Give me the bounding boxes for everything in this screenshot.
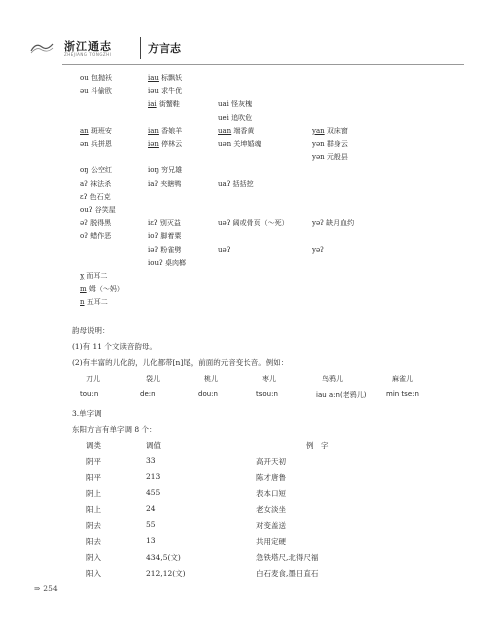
final-entry: əu 斗偷欧 [80, 87, 112, 96]
erhua-word: 刀儿 [86, 375, 100, 383]
tones-cell: 213 [146, 472, 161, 481]
header-divider [140, 37, 141, 59]
final-symbol: iən [148, 140, 159, 148]
page-footer [34, 584, 58, 593]
final-entry: iəʔ 粉雀劈 [148, 245, 182, 254]
tones-cell: 55 [146, 520, 156, 529]
final-entry: yan 双床窗 [312, 126, 348, 135]
final-entry: uaʔ 括括挖 [218, 179, 254, 188]
final-entry: an 斑班安 [80, 126, 112, 135]
tones-cell: 对变盖送 [256, 521, 286, 530]
tones-header-cell: 调值 [146, 441, 161, 450]
erhua-word: 桃儿 [204, 375, 218, 383]
final-entry: oʔ 蜡作恶 [80, 232, 112, 241]
page-header [24, 34, 464, 62]
final-symbol: yan [312, 126, 325, 135]
tones-cell: 阳上 [86, 505, 101, 514]
final-entry: uan 端香黄 [218, 126, 255, 135]
tones-cell: 阳平 [86, 473, 101, 482]
final-entry: yən 元般县 [312, 153, 348, 162]
final-symbol: ɣ [80, 272, 85, 280]
tones-cell: 阴上 [86, 489, 101, 498]
final-symbol: uan [218, 126, 232, 135]
final-entry: əʔ 脱得黑 [80, 219, 112, 228]
final-entry: uei 追吹危 [218, 113, 253, 122]
final-entry: iɛʔ 别灭益 [148, 219, 181, 228]
tones-cell: 白石麦食,墨日直石 [256, 569, 319, 578]
erhua-reading: dou:n [198, 390, 218, 398]
final-entry: yəʔ [312, 245, 324, 254]
erhua-reading: de:n [140, 390, 156, 398]
tones-cell: 212,12(文) [146, 569, 186, 578]
final-entry: ɛʔ 色石克 [80, 192, 111, 201]
tones-cell: 24 [146, 504, 156, 513]
erhua-reading: min tse:n [386, 390, 419, 398]
tones-cell: 阳入 [86, 569, 101, 578]
final-symbol: ian [148, 126, 159, 135]
final-entry: iai 街蟹鞋 [148, 100, 180, 109]
header-rule [62, 64, 464, 65]
final-entry: ian 香娘羊 [148, 126, 183, 135]
tones-cell: 13 [146, 536, 156, 545]
final-symbol: m [80, 285, 87, 294]
tones-cell: 高开天初 [256, 457, 286, 466]
final-symbol: iau [148, 74, 159, 82]
tones-cell: 阳去 [86, 537, 101, 546]
final-entry: iouʔ 桌肉榔 [148, 258, 186, 267]
tones-heading: 3.单字调 [72, 409, 102, 418]
logo-subtitle: ZHEJIANG TONGZHI [64, 52, 112, 57]
final-entry: uai 怪灰槐 [218, 100, 253, 109]
final-symbol: an [80, 126, 89, 135]
section-title: 方言志 [148, 42, 181, 55]
tones-cell: 33 [146, 456, 156, 465]
final-entry: ɣ 而耳二 [80, 272, 108, 280]
final-entry: uən 关坤婚魂 [218, 140, 262, 148]
final-entry: m 姆（～妈） [80, 285, 124, 294]
footer-mark: ⇒ [34, 584, 41, 593]
tones-cell: 阴平 [86, 457, 101, 466]
tones-cell: 434,5(文) [146, 553, 181, 562]
note-2: (2)有丰富的儿化韵，儿化都带[n]尾，前面的元音变长音。例如： [72, 358, 289, 367]
final-entry: ən 兵拼恩 [80, 140, 112, 148]
final-entry: yən 群身云 [312, 140, 348, 148]
tones-intro: 东阳方言有单字调 8 个： [72, 425, 157, 434]
erhua-word: 枣儿 [262, 375, 276, 383]
tones-header-cell: 调类 [86, 441, 101, 450]
final-entry: iau 标飘妖 [148, 74, 183, 82]
tones-cell: 急铁塔尺,北得尺福 [256, 553, 319, 562]
logo-icon [30, 40, 54, 54]
erhua-word: 袋儿 [146, 375, 160, 383]
notes-heading: 韵母说明： [72, 326, 110, 335]
final-entry: n 五耳二 [80, 298, 108, 307]
tones-cell: 老女淡坐 [256, 505, 286, 514]
final-entry: aʔ 袜法杀 [80, 179, 112, 188]
tones-cell: 阴入 [86, 553, 101, 562]
final-symbol: n [80, 298, 85, 307]
final-entry: ou 包抛袄 [80, 74, 112, 82]
erhua-word: 麻雀儿 [392, 375, 413, 383]
final-entry: uəʔ [218, 245, 231, 254]
final-entry: iəu 求牛优 [148, 87, 183, 96]
logo-title: 浙江通志 [64, 40, 112, 53]
tones-header-cell: 例 字 [306, 441, 329, 450]
final-symbol: iai [148, 100, 157, 109]
tones-cell: 共用定硬 [256, 537, 286, 546]
erhua-reading: iau a:n(老鸦儿) [316, 391, 367, 399]
final-entry: ouʔ 谷笑屋 [80, 206, 116, 214]
erhua-reading: tsou:n [256, 390, 278, 398]
final-entry: oŋ 公空红 [80, 166, 112, 175]
erhua-reading: tou:n [80, 390, 99, 398]
tones-cell: 表本口短 [256, 489, 286, 498]
tones-cell: 阴去 [86, 521, 101, 530]
final-entry: ioʔ 脚着粟 [148, 232, 182, 241]
final-entry: yəʔ 缺月血约 [312, 219, 355, 228]
note-1: (1)有 11 个文读音韵母。 [72, 342, 157, 351]
final-entry: iaʔ 夹瞎鸭 [148, 179, 182, 188]
page-number: 254 [43, 584, 58, 593]
tones-cell: 陈才唐鲁 [256, 473, 286, 482]
final-entry: iən 停林云 [148, 140, 183, 148]
tones-cell: 455 [146, 488, 161, 497]
final-entry: ioŋ 穷兄雄 [148, 166, 183, 175]
final-entry: uəʔ 阔或骨页（～死） [218, 219, 289, 228]
erhua-word: 鸟鸦儿 [322, 375, 343, 383]
